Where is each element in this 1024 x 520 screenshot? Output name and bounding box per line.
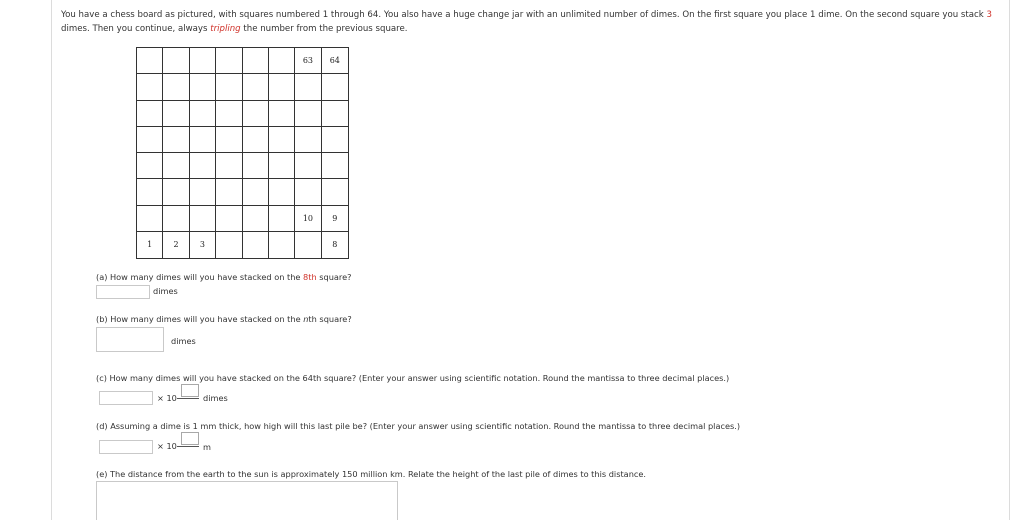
board-square — [163, 206, 189, 232]
answer-c-exponent-input[interactable] — [181, 384, 199, 397]
board-square — [322, 153, 348, 179]
board-square — [269, 153, 295, 179]
board-square — [243, 179, 269, 205]
answer-d-exponent-input[interactable] — [181, 432, 199, 445]
board-square — [163, 74, 189, 100]
answer-c-unit: dimes — [203, 393, 228, 403]
board-square-label: 1 — [137, 232, 163, 258]
intro-line-2a: stack — [960, 10, 987, 20]
board-square — [190, 48, 216, 74]
board-square — [295, 232, 321, 258]
board-square — [295, 74, 321, 100]
board-square — [243, 74, 269, 100]
board-square — [216, 232, 242, 258]
board-square — [163, 101, 189, 127]
board-square — [216, 101, 242, 127]
board-square — [269, 101, 295, 127]
board-square — [137, 179, 163, 205]
board-square — [295, 127, 321, 153]
board-square — [322, 127, 348, 153]
question-a — [96, 272, 352, 282]
board-square — [269, 74, 295, 100]
question-b — [96, 314, 352, 324]
board-square — [216, 74, 242, 100]
board-square — [216, 48, 242, 74]
board-square — [190, 74, 216, 100]
board-square — [295, 179, 321, 205]
board-square — [243, 127, 269, 153]
answer-c-mantissa-input[interactable] — [99, 391, 153, 405]
board-square — [269, 206, 295, 232]
question-b-variable: n — [303, 314, 309, 324]
intro-line-2b: dimes. Then you continue, always — [61, 23, 211, 34]
answer-a-input[interactable] — [96, 285, 150, 299]
board-square — [190, 206, 216, 232]
board-square — [137, 206, 163, 232]
board-square-label: 9 — [322, 206, 348, 232]
board-square — [163, 127, 189, 153]
intro-highlight-number: 3 — [986, 10, 992, 20]
board-square-label: 3 — [190, 232, 216, 258]
board-square — [243, 206, 269, 232]
answer-d-exponent-guide — [177, 446, 199, 447]
board-square — [269, 179, 295, 205]
board-square — [190, 127, 216, 153]
answer-d-times-ten: × 10 — [157, 441, 177, 451]
board-square — [216, 206, 242, 232]
board-square-label: 8 — [332, 240, 338, 250]
board-square — [190, 179, 216, 205]
board-square — [243, 232, 269, 258]
question-b-prefix: (b) How many dimes will you have stacked on the — [96, 314, 304, 324]
answer-c-exponent-guide — [177, 398, 199, 399]
answer-d-unit: m — [203, 442, 211, 452]
board-square — [137, 127, 163, 153]
board-square — [243, 153, 269, 179]
question-c: (c) How many dimes will you have stacked on the 64th square? (Enter your answer using scientific notation. Round the mantissa to three decimal places.) — [96, 373, 730, 383]
board-square — [163, 153, 189, 179]
board-square — [322, 74, 348, 100]
board-square-label: 2 — [163, 232, 189, 258]
intro-highlight-tripling: tripling — [210, 23, 241, 34]
question-e: (e) The distance from the earth to the sun is approximately 150 million km. Relate the height of the last pile of dimes to this distance. — [96, 469, 647, 479]
answer-d-mantissa-input[interactable] — [99, 440, 153, 454]
board-square — [190, 153, 216, 179]
board-square — [216, 127, 242, 153]
board-square — [269, 127, 295, 153]
intro-line-1: You have a chess board as pictured, with squares numbered 1 through 64. You also have a huge change jar with an unlimited number of dimes. On the first square you place 1 dime. On the second square you — [61, 10, 959, 20]
board-square — [295, 153, 321, 179]
board-square — [322, 101, 348, 127]
answer-c-times-ten: × 10 — [157, 393, 177, 403]
answer-e-textarea[interactable] — [96, 481, 398, 520]
question-a-prefix: (a) How many dimes will you have stacked on the — [96, 272, 304, 282]
answer-b-input[interactable] — [96, 327, 164, 352]
board-square — [322, 179, 348, 205]
board-square — [163, 48, 189, 74]
board-square-label: 63 — [295, 48, 321, 74]
board-square — [137, 153, 163, 179]
answer-b-unit: dimes — [171, 336, 196, 346]
board-square — [295, 101, 321, 127]
intro-line-2c: the number from the previous square. — [240, 23, 408, 34]
board-square — [269, 232, 295, 258]
board-square — [269, 48, 295, 74]
board-square — [137, 48, 163, 74]
board-square — [163, 179, 189, 205]
question-d: (d) Assuming a dime is 1 mm thick, how high will this last pile be? (Enter your answer using scientific notation. Round the mantissa to three decimal places.) — [96, 421, 741, 431]
board-square-label: 10 — [295, 206, 321, 232]
board-square — [243, 48, 269, 74]
question-a-highlight: 8th — [303, 272, 317, 282]
question-b-suffix: th square? — [308, 314, 352, 324]
board-square — [190, 101, 216, 127]
question-a-suffix: square? — [316, 272, 352, 282]
problem-statement — [61, 9, 1001, 36]
board-square — [216, 153, 242, 179]
board-square — [243, 101, 269, 127]
board-square — [137, 74, 163, 100]
answer-a-unit: dimes — [153, 286, 178, 296]
board-square — [137, 101, 163, 127]
board-square-label: 64 — [322, 48, 348, 74]
board-square — [216, 179, 242, 205]
chess-board — [136, 47, 349, 259]
